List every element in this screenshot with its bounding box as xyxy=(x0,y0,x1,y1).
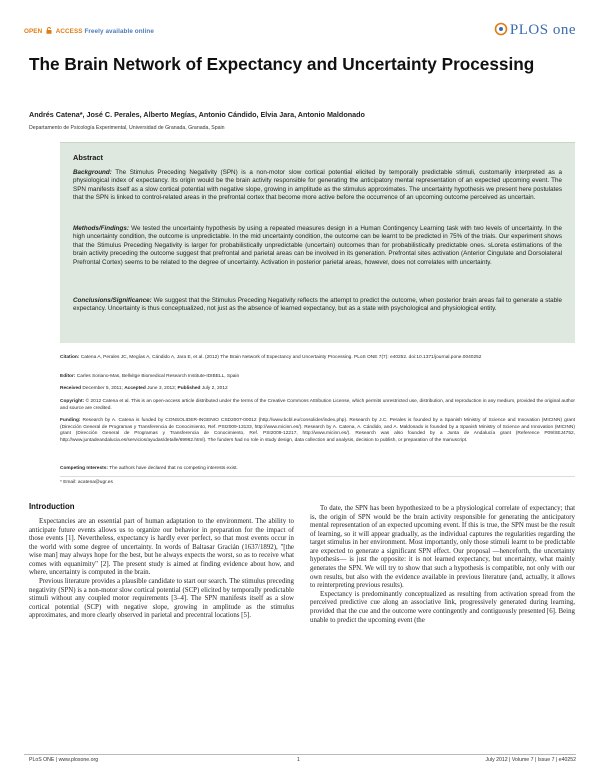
methods-label: Methods/Findings: xyxy=(73,225,129,232)
paragraph: Previous literature provides a plausible candidate to start our search. The stimulus preceding negativity (SPN) is a non-motor slow cortical potential (SCP) elicited by temporally predictable stimuli without any coupled motor requirements [3–4]. The SPN manifests itself as a slow cortical potential (SCP) with negative slope, growing in amplitude as the stimulus approximates, and more clearly observed in parietal and precentral locations [5]. xyxy=(29,578,294,620)
conclusions-label: Conclusions/Significance: xyxy=(73,297,152,304)
editor xyxy=(60,374,575,381)
article-title: The Brain Network of Expectancy and Uncertainty Processing xyxy=(29,54,535,74)
journal-header xyxy=(24,21,576,43)
author-list: Andrés Catena*, José C. Perales, Alberto Megías, Antonio Cándido, Elvia Jara, Antonio Maldonado xyxy=(29,110,365,119)
journal-logo[interactable] xyxy=(494,22,576,39)
abstract-background xyxy=(73,169,562,203)
open-lock-icon xyxy=(46,27,52,34)
open-access-banner xyxy=(24,27,154,35)
abstract-heading: Abstract xyxy=(73,153,103,162)
copyright-text: © 2012 Catena et al. This is an open-access article distributed under the terms of the Creative Commons Attribution License, which permits unrestricted use, distribution, and reproduction in any medium, provided the original author and source are credited. xyxy=(60,399,575,411)
body-column-left xyxy=(29,518,294,621)
editor-label: Editor: xyxy=(60,374,76,379)
citation xyxy=(60,355,575,362)
competing-label: Competing Interests: xyxy=(60,466,108,471)
conclusions-text: We suggest that the Stimulus Preceding Negativity reflects the attempt to predict the outcome, when posterior brain areas fail to generate a stable expectancy. Uncertainty is thus conceptualized, not just as the absence of learned expectancy, but as a state with psychological and physiological entity. xyxy=(73,297,562,313)
citation-text: Catena A, Perales JC, Megías A, Cándido A, Jara E, et al. (2012) The Brain Network of Expectancy and Uncertainty Processing. PLoS ONE 7(7): e40252. doi:10.1371/journal.pone.0040252 xyxy=(79,355,482,360)
footer-journal-site[interactable]: PLoS ONE | www.plosone.org xyxy=(29,757,99,763)
corresponding-email[interactable]: * Email: acatena@ugr.es xyxy=(60,480,113,485)
issue-info: July 2012 | Volume 7 | Issue 7 | e40252 xyxy=(485,757,576,763)
published-text: July 2, 2012 xyxy=(200,386,228,391)
funding-label: Funding: xyxy=(60,418,81,423)
background-text: The Stimulus Preceding Negativity (SPN) is a non-motor slow cortical potential elicited by temporally predictable stimuli, customarily interpreted as a physiological index of expectancy. Its origin would be the brain activity responsible for generating the anticipatory mental representation of an expected upcoming event. The SPN manifests itself as a slow cortical potential with negative slope, growing in amplitude as the stimulus approximates. The uncertainty hypothesis we present here postulates that the SPN is linked to control-related areas in the prefrontal cortex that become more active before the occurrence of an upcoming outcome perceived as uncertain. xyxy=(73,169,562,202)
accepted-text: June 3, 2012; xyxy=(145,386,178,391)
paragraph: Expectancies are an essential part of human adaptation to the environment. The ability to anticipate future events allows us to organize our behavior in preparation for the impact of those events [1]. Nevertheless, expectancy is hardly ever perfect, so that most events occur in the world with some degree of uncertainty. In words of Baltasar Gracián (1637/1892), "[the wise man] may always hope for the best, but he always expects the worst, so as to receive what comes with equanimity" [2]. The present study is aimed at finding evidence about how, and where, uncertainty is computed in the brain. xyxy=(29,518,294,577)
methods-text: We tested the uncertainty hypothesis by using a repeated measures design in a Human Contingency Learning task with two levels of uncertainty. In the high uncertainty condition, the outcome is unpredictable. In the mid uncertainty condition, the outcome can be learnt to be predicted in 75% of the trials. Our experiment shows that the Stimulus Preceding Negativity is larger for probabilistically unpredictable (uncertain) outcomes than for probabilistically predictable ones. sLoreta estimations of the brain activity preceding the outcome suggest that prefrontal and parietal areas can be involved in its generation. Prefrontal sites activation (Anterior Cingulate and Dorsolateral Prefrontal Cortex) seems to be related to the degree of uncertainty. Activation in posterior parietal areas, however, does not correlates with uncertainty. xyxy=(73,225,562,266)
access-label: ACCESS xyxy=(55,28,83,35)
abstract-box xyxy=(60,142,575,343)
received-label: Received xyxy=(60,386,82,391)
page-number: 1 xyxy=(297,757,300,763)
competing-text: The authors have declared that no competing interests exist. xyxy=(107,466,238,471)
copyright-label: Copyright: xyxy=(60,399,85,404)
editor-text: Carles Soriano-Mas, Bellvitge Biomedical Research Institute-IDIBELL, Spain xyxy=(75,374,240,379)
footer-divider xyxy=(24,754,576,755)
abstract-methods xyxy=(73,225,562,267)
paragraph: Expectancy is predominantly conceptualized as resulting from activation spread from the perceived predictive cue along an associative link, progressively generated during learning, provided that the cue and the outcome were contingently and contiguously presented [6]. Being unable to predict the upcoming event (the xyxy=(310,590,575,624)
plos-logo-icon xyxy=(494,22,508,36)
accepted-label: Accepted xyxy=(124,386,146,391)
section-heading-introduction: Introduction xyxy=(29,502,75,511)
copyright xyxy=(60,399,575,412)
abstract-conclusions xyxy=(73,297,562,314)
received-text: December 5, 2011; xyxy=(81,386,125,391)
competing-interests xyxy=(60,466,575,473)
published-label: Published xyxy=(177,386,201,391)
paragraph: To date, the SPN has been hypothesized to be a physiological correlate of expectancy; that is, the origin of SPN would be the brain activity responsible for generating the anticipatory mental representation of an expected upcoming event. If this is true, the SPN must be the result of learning, so it will appear gradually, as the individual captures the regularities regarding the target stimulus in her environment. Most importantly, only those stimuli learnt to be predictable are expected to generate a significant SPN effect. Our proposal —henceforth, the uncertainty hypothesis— is just the opposite: it is not learned expectancy, but uncertainty, what mainly generates the SPN. We will try to show that such a hypothesis is compatible, not only with our own results, but also with the evidence available in previous literature (and, actually, it allows to reinterpreting previous results). xyxy=(310,505,575,590)
meta-divider xyxy=(60,476,575,477)
funding-text: Research by A. Catena is funded by CONSOLIDER-INGENIO CSD2007-00012 (http://www.bcbl.eu/consolider/index.php). Research by J.C. Perales is founded by a Spanish Ministry of Science and Innovation (MICINN) grant (Dirección General de Programas y Transferencia de Conocimiento, Ref. PSI2009-13133, http://www.micinn.es/). Research by A. Catena, A. Cándido, and A. Maldonado is founded by a Spanish Ministry of Science and Innovation (MICINN) grant (Dirección General de Programas y Transferencia de Conocimiento, Ref. PSI2009-12217, http://www.micinn.es/). Research was also founded by a Junta de Andalucía grant (Reference P09/SEJ4752, http://www.juntadeandalucia.es/servicios/ayudas/detalle/69962.html). The funders had no role in study design, data collection and analysis, decision to publish, or preparation of the manuscript. xyxy=(60,418,575,443)
funding xyxy=(60,418,575,444)
citation-label: Citation: xyxy=(60,355,80,360)
background-label: Background: xyxy=(73,169,112,176)
freely-available-label: Freely available online xyxy=(84,28,154,35)
affiliation: Departamento de Psicología Experimental, Universidad de Granada, Granada, Spain xyxy=(29,125,225,131)
body-column-right xyxy=(310,505,575,625)
open-label: OPEN xyxy=(24,28,43,35)
dates xyxy=(60,386,575,393)
journal-logo-text: PLOS one xyxy=(509,22,576,38)
